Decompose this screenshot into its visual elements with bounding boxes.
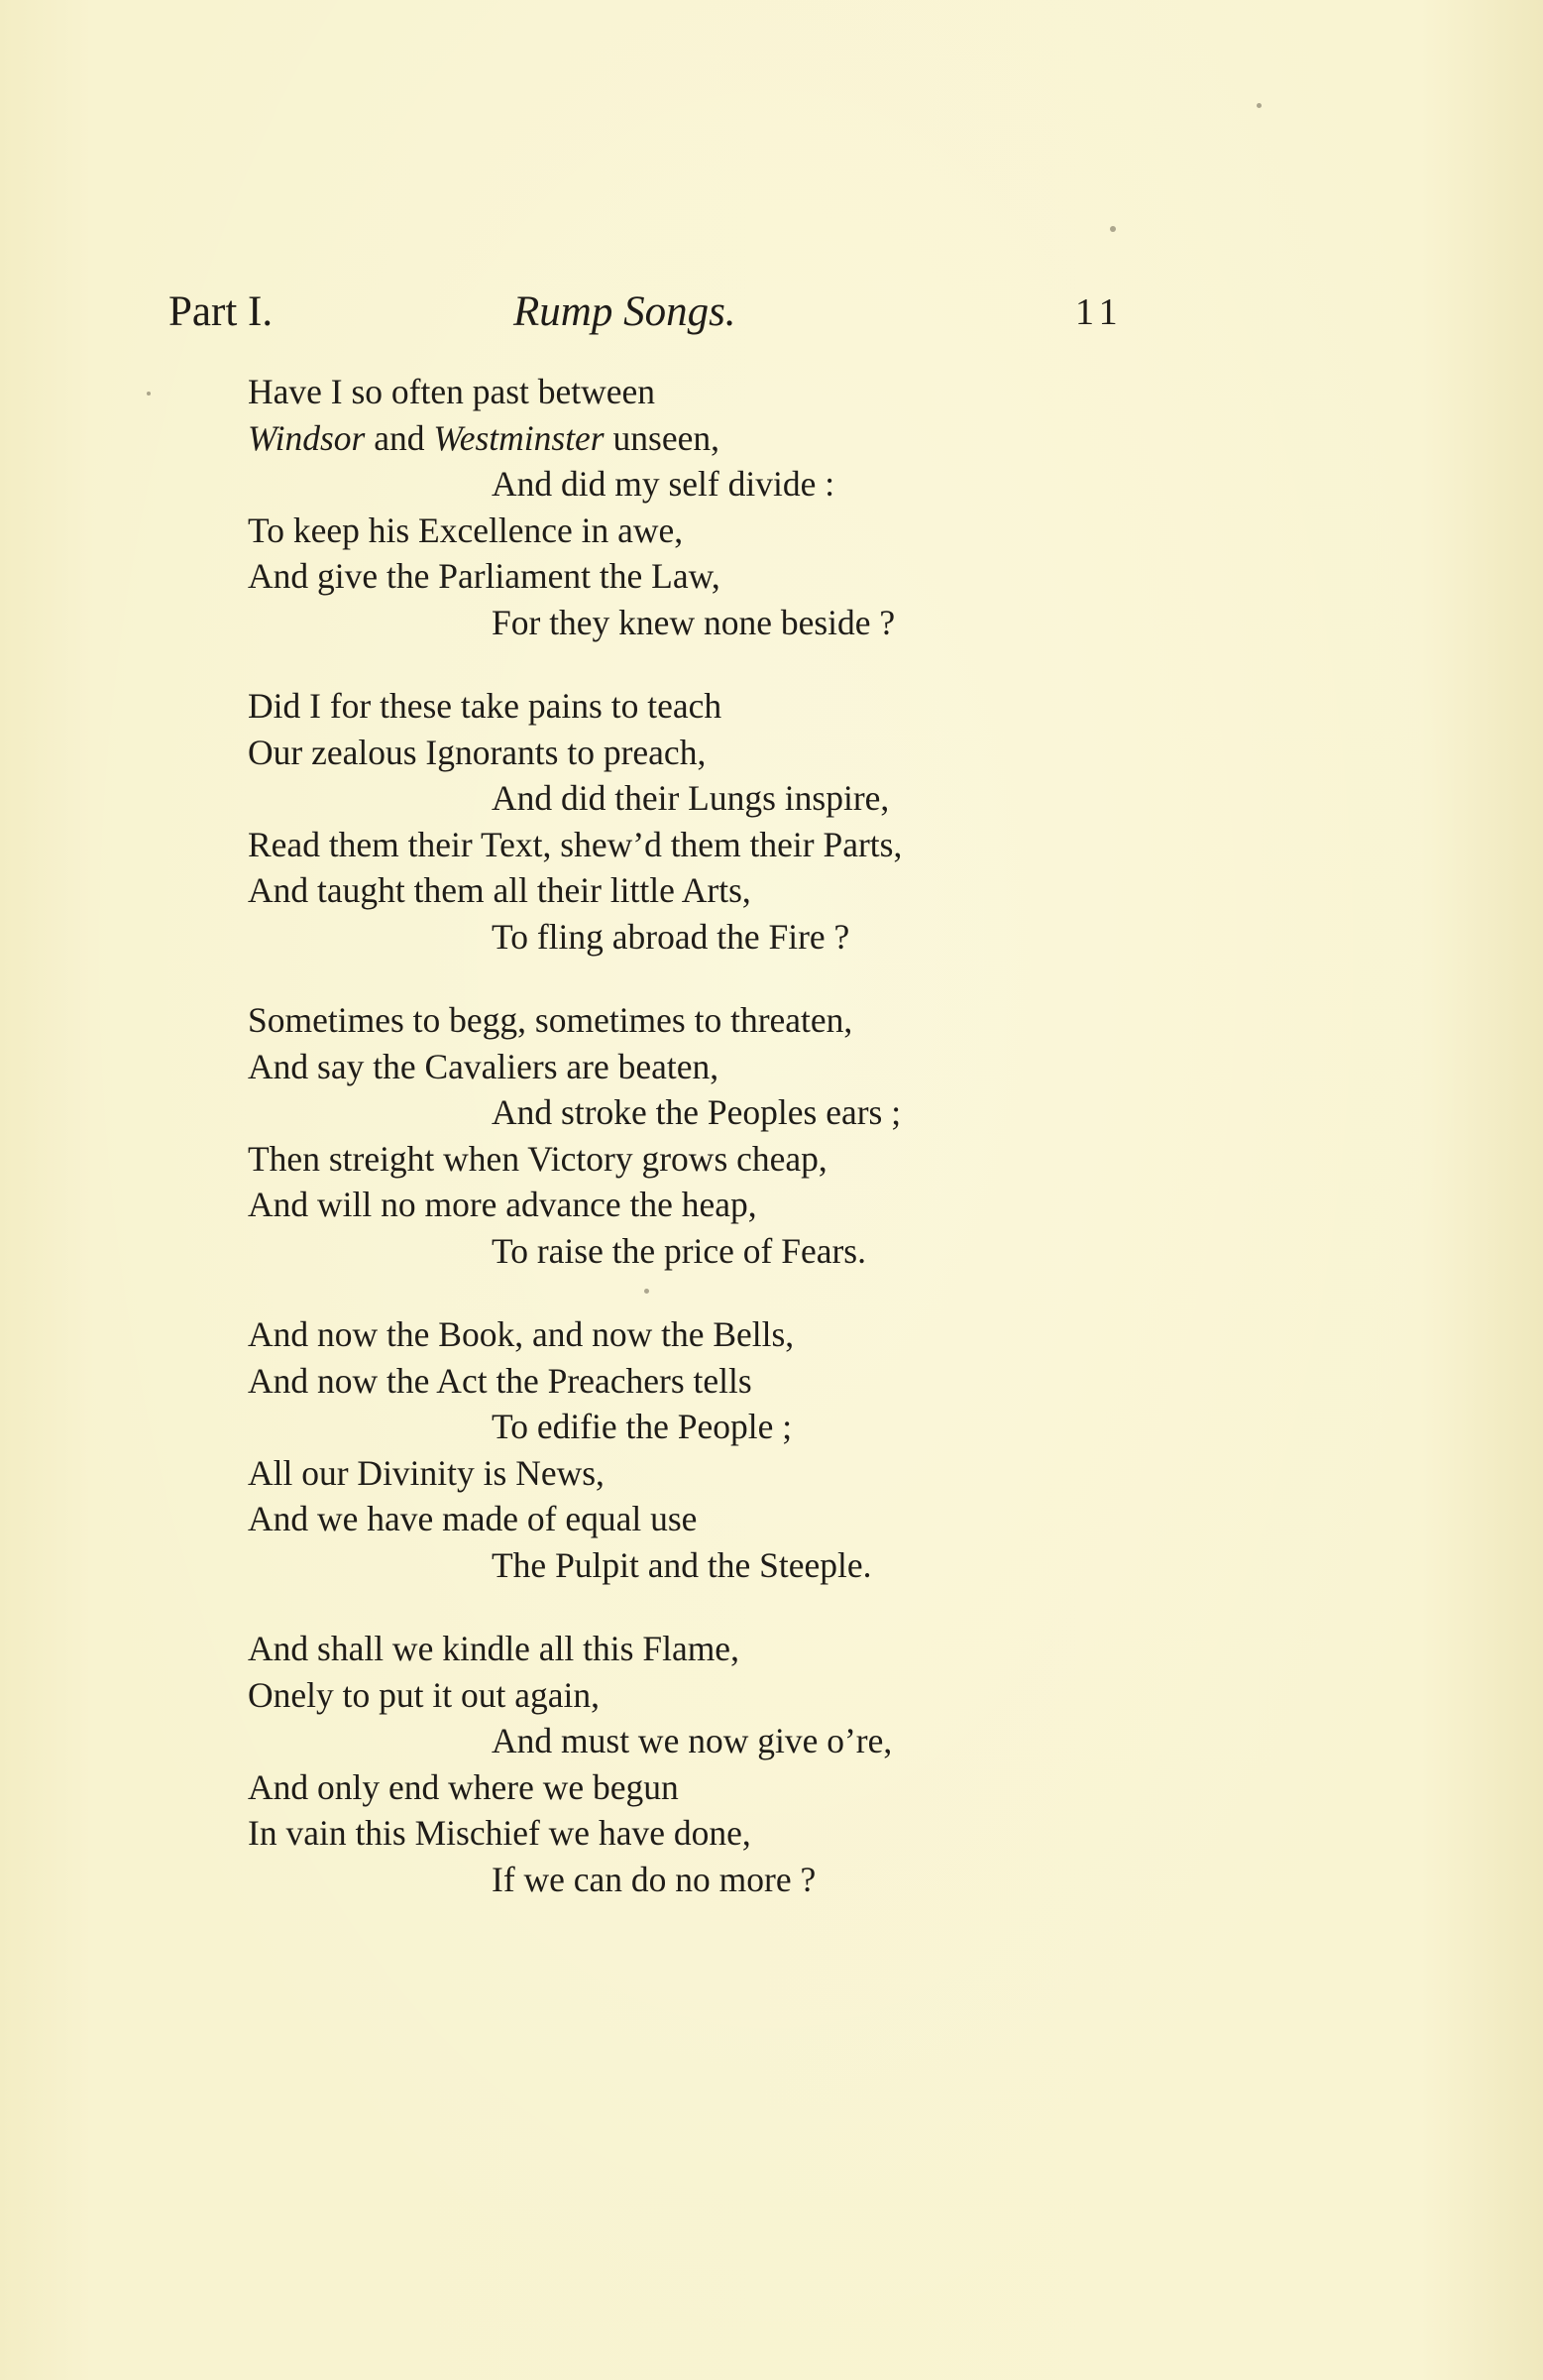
line-text: And shall we kindle all this Flame, — [248, 1629, 739, 1668]
line-text: And stroke the Peoples ears ; — [492, 1092, 902, 1132]
line-text: And did my self divide : — [492, 464, 835, 504]
poem-line — [248, 553, 1140, 600]
part-label: Part I. — [168, 288, 274, 335]
line-text: And only end where we begun — [248, 1766, 679, 1807]
poem-line — [248, 1542, 1140, 1589]
poem-line — [248, 1450, 1140, 1497]
poem-line — [248, 1404, 1140, 1450]
poem-line — [248, 1672, 1140, 1719]
poem-line — [248, 415, 1140, 462]
line-text: And taught them all their little Arts, — [248, 870, 751, 910]
line-text: All our Divinity is News, — [248, 1452, 605, 1493]
line-text: Onely to put it out again, — [248, 1674, 600, 1715]
line-text: In vain this Mischief we have done, — [248, 1813, 751, 1853]
line-text: And did their Lungs inspire, — [492, 778, 890, 818]
running-header — [168, 283, 1124, 342]
poem-line — [248, 997, 1140, 1044]
poem-line — [248, 1182, 1140, 1228]
poem-line — [248, 914, 1140, 961]
stanza — [248, 369, 1140, 645]
line-text: And now the Act the Preachers tells — [248, 1360, 752, 1401]
poem-line — [248, 461, 1140, 508]
poem-line — [248, 822, 1140, 868]
page-number: 11 — [1075, 291, 1124, 333]
line-text: And say the Cavaliers are beaten, — [248, 1046, 719, 1086]
line-text: For they knew none beside ? — [492, 602, 896, 642]
line-text: Our zealous Ignorants to preach, — [248, 732, 707, 772]
line-text: unseen, — [604, 417, 719, 458]
poem-line — [248, 1228, 1140, 1275]
line-text: To fling abroad the Fire ? — [492, 916, 850, 957]
italic-place-name: Windsor — [248, 417, 366, 458]
poem-line — [248, 730, 1140, 776]
stanza — [248, 1626, 1140, 1902]
poem-line — [248, 683, 1140, 730]
poem-line — [248, 1089, 1140, 1136]
poem-line — [248, 369, 1140, 415]
paper-speck — [1257, 103, 1262, 108]
line-text: And we have made of equal use — [248, 1499, 698, 1538]
line-text: And will no more advance the heap, — [248, 1185, 757, 1224]
poem-line — [248, 1496, 1140, 1542]
line-text: The Pulpit and the Steeple. — [492, 1544, 872, 1585]
stanza — [248, 683, 1140, 960]
poem-line — [248, 1358, 1140, 1405]
line-text: To keep his Excellence in awe, — [248, 510, 684, 550]
paper-speck — [147, 392, 151, 396]
line-text: Then streight when Victory grows cheap, — [248, 1138, 827, 1179]
paper-speck — [644, 1289, 649, 1294]
poem-line — [248, 1626, 1140, 1672]
poem-line — [248, 508, 1140, 554]
poem-line — [248, 1810, 1140, 1857]
poem-body — [248, 369, 1140, 1940]
poem-line — [248, 1857, 1140, 1903]
poem-line — [248, 867, 1140, 914]
line-text: To raise the price of Fears. — [492, 1230, 867, 1271]
poem-line — [248, 1764, 1140, 1811]
line-text: Have I so often past between — [248, 372, 656, 411]
line-text: Sometimes to begg, sometimes to threaten, — [248, 1000, 853, 1040]
poem-line — [248, 1044, 1140, 1090]
poem-line — [248, 600, 1140, 646]
running-title: Rump Songs. — [513, 288, 736, 335]
line-text: If we can do no more ? — [492, 1859, 817, 1899]
paper-speck — [1110, 226, 1116, 232]
poem-line — [248, 775, 1140, 822]
poem-line — [248, 1718, 1140, 1764]
line-text: And now the Book, and now the Bells, — [248, 1314, 795, 1354]
line-text: To edifie the People ; — [492, 1407, 793, 1446]
line-text: and — [365, 417, 434, 458]
line-text: Read them their Text, shew’d them their Parts, — [248, 824, 903, 864]
line-text: Did I for these take pains to teach — [248, 686, 722, 726]
poem-line — [248, 1311, 1140, 1358]
line-text: And must we now give o’re, — [492, 1721, 893, 1760]
line-text: And give the Parliament the Law, — [248, 556, 720, 596]
stanza — [248, 997, 1140, 1274]
stanza — [248, 1311, 1140, 1588]
italic-place-name: Westminster — [433, 417, 605, 458]
poem-line — [248, 1136, 1140, 1183]
